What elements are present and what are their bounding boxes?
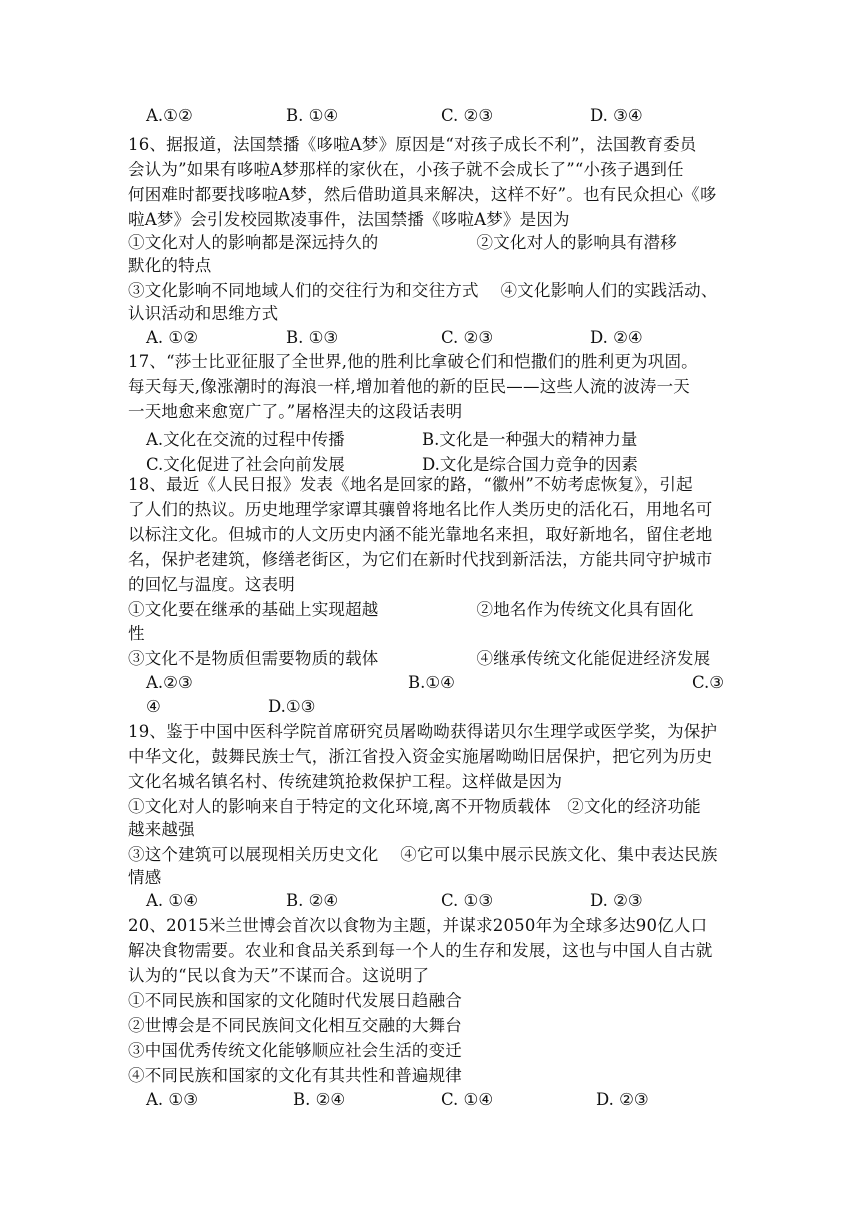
q20-line-6: ③中国优秀传统文化能够顺应社会生活的变迁	[128, 1041, 462, 1060]
q19-option-d: D. ②③	[590, 891, 643, 910]
q20-option-a: A. ①③	[146, 1090, 198, 1109]
q19-line-2: 中华文化，鼓舞民族士气，浙江省投入资金实施屠呦呦旧居保护，把它列为历史	[128, 747, 713, 766]
q18-options-row-1	[128, 673, 738, 695]
q20-options	[128, 1090, 738, 1112]
q20-line-7: ④不同民族和国家的文化有其共性和普遍规律	[128, 1066, 462, 1085]
q18-line-7: 性	[128, 624, 145, 643]
q18-option-b: B.①④	[408, 673, 455, 692]
q20-line-1: 20、2015米兰世博会首次以食物为主题，并谋求2050年为全球多达90亿人口	[128, 916, 708, 935]
q18-option-c: C.③	[692, 673, 725, 692]
q17-line-3: 一天地愈来愈宽广了。”屠格涅夫的这段话表明	[128, 402, 463, 421]
q16-option-a: A. ①②	[146, 328, 198, 347]
q18-line-5: 的回忆与温度。这表明	[128, 575, 295, 594]
q16-option-b: B. ①③	[286, 328, 339, 347]
q17-line-1: 17、“莎士比亚征服了全世界,他的胜利比拿破仑们和恺撒们的胜利更为巩固。	[128, 352, 698, 371]
q15-option-c: C. ②③	[441, 106, 494, 125]
q19-option-c: C. ①③	[441, 891, 494, 910]
q20-option-b: B. ②④	[293, 1090, 346, 1109]
q20-line-2: 解决食物需要。农业和食品关系到每一个人的生存和发展，这也与中国人自古就	[128, 941, 713, 960]
q18-line-3: 以标注文化。但城市的人文历史内涵不能光靠地名来担，取好新地名，留住老地	[128, 525, 713, 544]
q17-options-row-1	[128, 426, 738, 448]
q17-option-a: A.文化在交流的过程中传播	[146, 430, 345, 449]
q20-line-4: ①不同民族和国家的文化随时代发展日趋融合	[128, 991, 462, 1010]
q15-option-a: A.①②	[146, 106, 193, 125]
q20-line-3: 认为的“民以食为天”不谋而合。这说明了	[128, 966, 430, 985]
q19-line-6: ③这个建筑可以展现相关历史文化 ④它可以集中展示民族文化、集中表达民族	[128, 845, 718, 864]
q18-line-4: 名，保护老建筑，修缮老街区，为它们在新时代找到新活法，方能共同守护城市	[128, 550, 713, 569]
q15-option-b: B. ①④	[286, 106, 339, 125]
q17-option-c: C.文化促进了社会向前发展	[146, 455, 345, 474]
q19-option-b: B. ②④	[286, 891, 339, 910]
q17-option-d: D.文化是综合国力竞争的因素	[422, 455, 638, 474]
q17-line-2: 每天每天,像涨潮时的海浪一样,增加着他的新的臣民——这些人流的波涛一天	[128, 377, 690, 396]
q19-line-3: 文化名城名镇名村、传统建筑抢救保护工程。这样做是因为	[128, 772, 563, 791]
q19-line-1: 19、鉴于中国中医科学院首席研究员屠呦呦获得诺贝尔生理学或医学奖，为保护	[128, 722, 718, 741]
q17-options-row-2	[128, 451, 738, 473]
q16-line-1: 16、据报道，法国禁播《哆啦A梦》原因是“对孩子成长不利”，法国教育委员	[128, 135, 697, 154]
q19-line-7: 情感	[128, 868, 162, 887]
q19-line-4: ①文化对人的影响来自于特定的文化环境,离不开物质载体 ②文化的经济功能	[128, 797, 701, 816]
q16-option-c: C. ②③	[441, 328, 494, 347]
q16-line-3: 何困难时都要找哆啦A梦，然后借助道具来解决，这样不好”。也有民众担心《哆	[128, 185, 717, 204]
q18-option-c-continued: ④	[146, 697, 161, 716]
q18-line-1: 18、最近《人民日报》发表《地名是回家的路，“徽州”不妨考虑恢复》，引起	[128, 475, 693, 494]
q15-option-d: D. ③④	[590, 106, 643, 125]
q19-line-5: 越来越强	[128, 820, 195, 839]
q16-option-d: D. ②④	[590, 328, 643, 347]
q18-line-8: ③文化不是物质但需要物质的载体 ④继承传统文化能促进经济发展	[128, 649, 711, 668]
q19-option-a: A. ①④	[146, 891, 198, 910]
q18-options-row-2	[128, 697, 738, 719]
q16-line-8: 认识活动和思维方式	[128, 304, 279, 323]
q18-line-6: ①文化要在继承的基础上实现超越 ②地名作为传统文化具有固化	[128, 600, 694, 619]
q17-option-b: B.文化是一种强大的精神力量	[422, 430, 638, 449]
q20-option-d: D. ②③	[596, 1090, 649, 1109]
q20-line-5: ②世博会是不同民族间文化相互交融的大舞台	[128, 1016, 462, 1035]
q19-options	[128, 891, 738, 913]
q16-line-2: 会认为”如果有哆啦A梦那样的家伙在，小孩子就不会成长了”“小孩子遇到任	[128, 160, 684, 179]
q16-line-4: 啦A梦》会引发校园欺凌事件，法国禁播《哆啦A梦》是因为	[128, 210, 570, 229]
q16-line-5: ①文化对人的影响都是深远持久的 ②文化对人的影响具有潜移	[128, 233, 677, 252]
q16-options	[128, 328, 738, 350]
q15-options	[128, 106, 738, 128]
q16-line-7: ③文化影响不同地域人们的交往行为和交往方式 ④文化影响人们的实践活动、	[128, 281, 718, 300]
q20-option-c: C. ①④	[441, 1090, 494, 1109]
q16-line-6: 默化的特点	[128, 256, 212, 275]
q18-option-d: D.①③	[268, 697, 316, 716]
q18-option-a: A.②③	[146, 673, 193, 692]
q18-line-2: 了人们的热议。历史地理学家谭其骧曾将地名比作人类历史的活化石，用地名可	[128, 500, 713, 519]
